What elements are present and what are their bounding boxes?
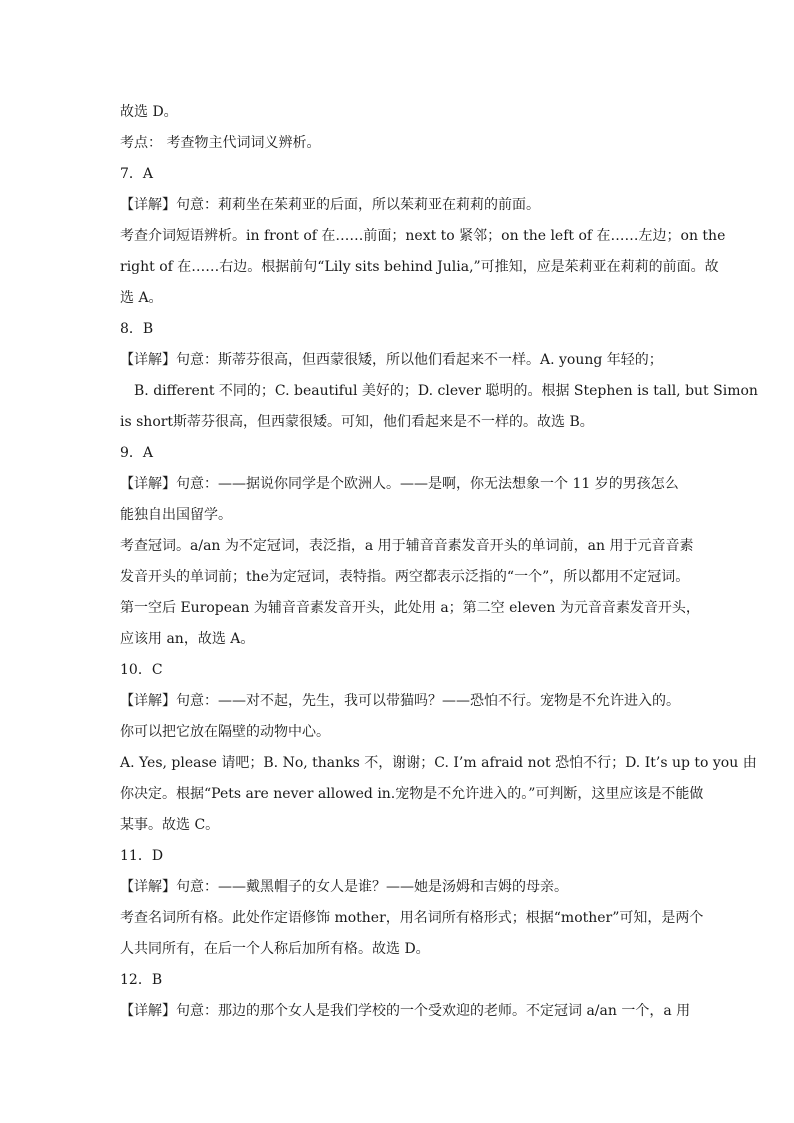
question-8-conclusion: is short斯蒂芬很高，但西蒙很矮。可知，他们看起来是不一样的。故选 B。 — [120, 414, 594, 430]
question-8-options: B. different 不同的；C. beautiful 美好的；D. clever 聪明的。根据 Stephen is tall, but Simon — [134, 383, 758, 399]
question-10-options: A. Yes, please 请吧；B. No, thanks 不，谢谢；C. I’m afraid not 恐怕不行；D. It’s up to you 由 — [120, 755, 757, 771]
question-10-explanation: 【详解】句意：——对不起，先生，我可以带猫吗？——恐怕不行。宠物是不允许进入的。 — [120, 693, 680, 709]
question-9-conclusion: 应该用 an，故选 A。 — [120, 631, 255, 647]
question-7-conclusion: 选 A。 — [120, 290, 163, 306]
question-9-analysis: 第一空后 European 为辅音音素发音开头，此处用 a；第二空 eleven 为元音音素发音开头， — [120, 600, 700, 616]
question-7-answer: 7．A — [120, 166, 154, 182]
question-7-explanation: 【详解】句意：莉莉坐在茱莉亚的后面，所以茱莉亚在莉莉的前面。 — [120, 197, 540, 213]
document-page — [120, 97, 758, 1027]
question-8-explanation: 【详解】句意：斯蒂芬很高，但西蒙很矮，所以他们看起来不一样。A. young 年轻的； — [120, 352, 663, 368]
question-9-answer: 9．A — [120, 445, 154, 461]
question-10-explanation: 你可以把它放在隔壁的动物中心。 — [120, 724, 330, 740]
question-11-answer: 11．D — [120, 848, 164, 864]
question-12-explanation: 【详解】句意：那边的那个女人是我们学校的一个受欢迎的老师。不定冠词 a/an 一个，a 用 — [120, 1003, 691, 1019]
question-10-analysis: 你决定。根据“Pets are never allowed in.宠物是不允许进入的。”可判断，这里应该是不能做 — [120, 786, 704, 802]
answer-conclusion: 故选 D。 — [120, 104, 178, 120]
question-12-answer: 12．B — [120, 972, 163, 988]
question-11-explanation: 【详解】句意：——戴黑帽子的女人是谁？——她是汤姆和吉姆的母亲。 — [120, 879, 568, 895]
question-9-analysis: 发音开头的单词前；the为定冠词，表特指。两空都表示泛指的“一个”，所以都用不定冠词。 — [120, 569, 690, 585]
question-11-analysis: 考查名词所有格。此处作定语修饰 mother，用名词所有格形式；根据“mother”可知，是两个 — [120, 910, 704, 926]
question-11-conclusion: 人共同所有，在后一个人称后加所有格。故选 D。 — [120, 941, 430, 957]
question-9-analysis: 考查冠词。a/an 为不定冠词，表泛指，a 用于辅音音素发音开头的单词前，an 用于元音音素 — [120, 538, 694, 554]
question-10-conclusion: 某事。故选 C。 — [120, 817, 220, 833]
question-9-explanation: 能独自出国留学。 — [120, 507, 232, 523]
question-7-analysis: right of 在……右边。根据前句“Lily sits behind Julia,”可推知，应是茱莉亚在莉莉的前面。故 — [120, 259, 719, 275]
question-10-answer: 10．C — [120, 662, 163, 678]
question-7-analysis: 考查介词短语辨析。in front of 在……前面；next to 紧邻；on the left of 在……左边；on the — [120, 228, 726, 244]
exam-point: 考点： 考查物主代词词义辨析。 — [120, 135, 321, 151]
question-8-answer: 8．B — [120, 321, 154, 337]
question-9-explanation: 【详解】句意：——据说你同学是个欧洲人。——是啊，你无法想象一个 11 岁的男孩怎么 — [120, 476, 679, 492]
